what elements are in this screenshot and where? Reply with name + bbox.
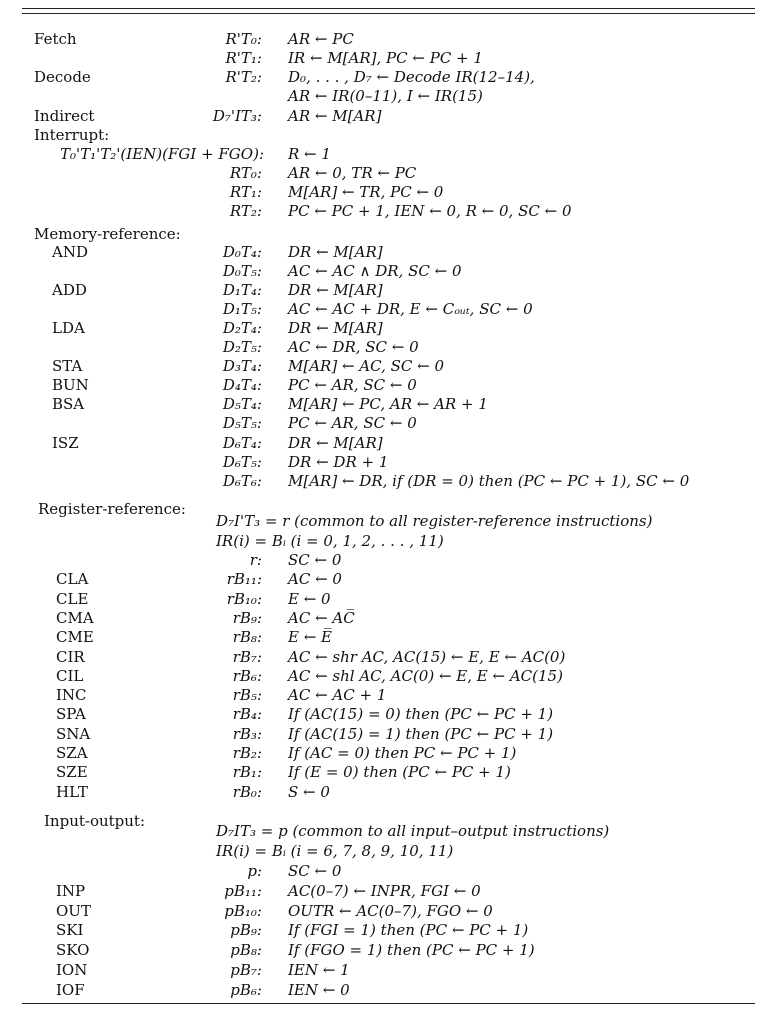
instruction-name: INP: [56, 882, 86, 900]
micro-operation: R ← 1: [288, 145, 331, 163]
control-label: D₄T₄:: [222, 376, 262, 394]
micro-operation: PC ← AR, SC ← 0: [288, 376, 417, 394]
input-output-common: D₇IT₃ = p (common to all input–output instructions): [216, 822, 610, 840]
micro-operation: DR ← M[AR]: [288, 434, 383, 452]
section-heading-memory-reference: Memory-reference:: [34, 225, 181, 243]
register-reference-ir-line: IR(i) = Bᵢ (i = 0, 1, 2, . . . , 11): [216, 532, 444, 550]
micro-operation: IEN ← 1: [288, 961, 350, 979]
section-heading-interrupt: Interrupt:: [34, 126, 110, 144]
section-name: Fetch: [34, 30, 77, 48]
micro-operation: OUTR ← AC(0–7), FGO ← 0: [288, 902, 493, 920]
control-label: rB₄:: [232, 705, 262, 723]
control-label: D₆T₅:: [222, 453, 262, 471]
control-label: rB₉:: [232, 609, 262, 627]
micro-operation: AC ← shr AC, AC(15) ← E, E ← AC(0): [288, 648, 566, 666]
control-label: D₀T₄:: [222, 243, 262, 261]
control-label: D₀T₅:: [222, 262, 262, 280]
control-label: rB₁:: [232, 763, 262, 781]
micro-operation: AC ← 0: [288, 570, 342, 588]
control-label: R'T₂:: [225, 68, 262, 86]
control-label: pB₈:: [230, 941, 262, 959]
instruction-name: CLA: [56, 570, 89, 588]
instruction-name: CME: [56, 628, 94, 646]
micro-operation: DR ← M[AR]: [288, 281, 383, 299]
control-label: D₆T₄:: [222, 434, 262, 452]
control-label: rB₁₁:: [226, 570, 262, 588]
instruction-name: BUN: [52, 376, 89, 394]
control-label: D₂T₄:: [222, 319, 262, 337]
micro-operation: M[AR] ← AC, SC ← 0: [288, 357, 445, 375]
micro-operation: M[AR] ← PC, AR ← AR + 1: [288, 395, 488, 413]
control-label: D₅T₅:: [222, 414, 262, 432]
micro-operation: If (E = 0) then (PC ← PC + 1): [288, 763, 511, 781]
micro-operation: AR ← PC: [288, 30, 354, 48]
section-name: Indirect: [34, 107, 95, 125]
micro-operation: SC ← 0: [288, 862, 342, 880]
instruction-name: SKI: [56, 921, 84, 939]
control-label: rB₂:: [232, 744, 262, 762]
control-label: rB₇:: [232, 648, 262, 666]
section-heading-input-output: Input-output:: [44, 812, 146, 830]
control-label: pB₆:: [230, 981, 262, 999]
micro-operation: AC ← AC̅: [288, 609, 355, 627]
section-heading-register-reference: Register-reference:: [38, 500, 186, 518]
control-label: R'T₁:: [225, 49, 262, 67]
control-label: D₅T₄:: [222, 395, 262, 413]
instruction-name: SZE: [56, 763, 88, 781]
control-label: D₁T₅:: [222, 300, 262, 318]
control-label: D₁T₄:: [222, 281, 262, 299]
control-label: RT₂:: [229, 202, 262, 220]
top-rule-2: [22, 13, 755, 14]
instruction-name: LDA: [52, 319, 85, 337]
micro-operation: If (FGI = 1) then (PC ← PC + 1): [288, 921, 529, 939]
control-label: D₇'IT₃:: [212, 107, 262, 125]
input-output-ir-line: IR(i) = Bᵢ (i = 6, 7, 8, 9, 10, 11): [216, 842, 454, 860]
control-label: p:: [247, 862, 262, 880]
micro-operation: AC ← AC ∧ DR, SC ← 0: [288, 262, 462, 280]
instruction-name: OUT: [56, 902, 91, 920]
micro-operation: PC ← PC + 1, IEN ← 0, R ← 0, SC ← 0: [288, 202, 572, 220]
control-label: pB₁₀:: [224, 902, 262, 920]
micro-operation: S ← 0: [288, 783, 330, 801]
control-label: RT₀:: [229, 164, 262, 182]
instruction-name: SKO: [56, 941, 90, 959]
bottom-rule: [22, 1003, 755, 1004]
instruction-name: SPA: [56, 705, 86, 723]
register-reference-common: D₇I'T₃ = r (common to all register-reference instructions): [216, 512, 653, 530]
instruction-name: SNA: [56, 725, 91, 743]
control-label: T₀'T₁'T₂'(IEN)(FGI + FGO):: [60, 145, 264, 163]
micro-operation: If (AC = 0) then PC ← PC + 1): [288, 744, 517, 762]
control-label: rB₀:: [232, 783, 262, 801]
micro-operation: AC(0–7) ← INPR, FGI ← 0: [288, 882, 481, 900]
micro-operation: IR ← M[AR], PC ← PC + 1: [288, 49, 483, 67]
control-label: R'T₀:: [225, 30, 262, 48]
control-label: rB₅:: [232, 686, 262, 704]
control-label: rB₃:: [232, 725, 262, 743]
instruction-name: SZA: [56, 744, 88, 762]
micro-operation: DR ← M[AR]: [288, 243, 383, 261]
instruction-name: CLE: [56, 590, 89, 608]
instruction-name: STA: [52, 357, 83, 375]
instruction-name: AND: [52, 243, 88, 261]
micro-operation: PC ← AR, SC ← 0: [288, 414, 417, 432]
control-label: RT₁:: [229, 183, 262, 201]
control-label: D₃T₄:: [222, 357, 262, 375]
micro-operation: M[AR] ← TR, PC ← 0: [288, 183, 444, 201]
micro-operation: DR ← DR + 1: [288, 453, 389, 471]
instruction-name: BSA: [52, 395, 85, 413]
section-name: Decode: [34, 68, 91, 86]
micro-operation: AR ← 0, TR ← PC: [288, 164, 417, 182]
micro-operation: D₀, . . . , D₇ ← Decode IR(12–14),: [288, 68, 535, 86]
control-label: pB₇:: [230, 961, 262, 979]
control-label: D₆T₆:: [222, 472, 262, 490]
control-label: pB₁₁:: [224, 882, 262, 900]
micro-operation: SC ← 0: [288, 551, 342, 569]
control-label: r:: [249, 551, 262, 569]
micro-operation: IEN ← 0: [288, 981, 350, 999]
instruction-name: CMA: [56, 609, 94, 627]
instruction-name: ISZ: [52, 434, 79, 452]
micro-operation: If (FGO = 1) then (PC ← PC + 1): [288, 941, 535, 959]
instruction-name: CIL: [56, 667, 84, 685]
instruction-name: ADD: [52, 281, 87, 299]
micro-operation: AR ← M[AR]: [288, 107, 382, 125]
micro-operation: AC ← AC + DR, E ← Cₒᵤₜ, SC ← 0: [288, 300, 533, 318]
micro-operation: AC ← AC + 1: [288, 686, 387, 704]
micro-operation: E ← 0: [288, 590, 331, 608]
instruction-name: HLT: [56, 783, 88, 801]
micro-operation: DR ← M[AR]: [288, 319, 383, 337]
micro-operation: AC ← shl AC, AC(0) ← E, E ← AC(15): [288, 667, 563, 685]
control-label: rB₁₀:: [226, 590, 262, 608]
micro-operation: If (AC(15) = 1) then (PC ← PC + 1): [288, 725, 554, 743]
control-label: rB₆:: [232, 667, 262, 685]
micro-operation: If (AC(15) = 0) then (PC ← PC + 1): [288, 705, 554, 723]
top-rule-1: [22, 8, 755, 9]
control-label: pB₉:: [230, 921, 262, 939]
micro-operation: E ← E̅: [288, 628, 333, 646]
control-label: D₂T₅:: [222, 338, 262, 356]
instruction-name: INC: [56, 686, 87, 704]
instruction-name: IOF: [56, 981, 85, 999]
control-label: rB₈:: [232, 628, 262, 646]
micro-operation: AC ← DR, SC ← 0: [288, 338, 419, 356]
instruction-name: ION: [56, 961, 88, 979]
micro-operation: M[AR] ← DR, if (DR = 0) then (PC ← PC + 1), SC ← 0: [288, 472, 690, 490]
instruction-name: CIR: [56, 648, 85, 666]
micro-operation: AR ← IR(0–11), I ← IR(15): [288, 87, 483, 105]
